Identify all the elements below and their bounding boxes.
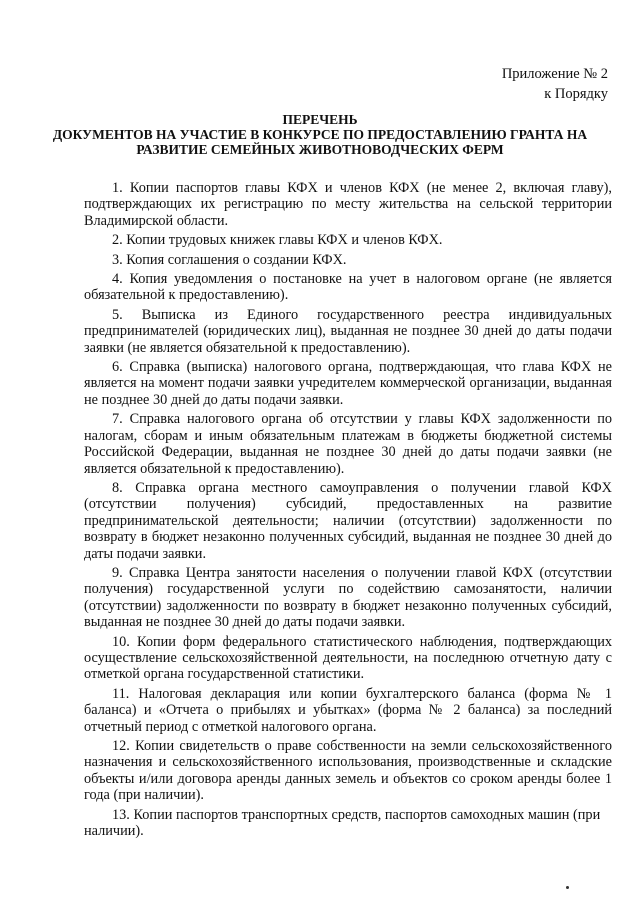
appendix-order: к Порядку xyxy=(544,86,608,102)
list-item: 1. Копии паспортов главы КФХ и членов КФХ (не менее 2, включая главу), подтверждающих их регистрацию по месту жительства на сельской территории Владимирской области. xyxy=(84,180,612,229)
documents-list xyxy=(84,180,612,842)
list-item: 5. Выписка из Единого государственного реестра индивидуальных предпринимателей (юридических лиц), выданная не позднее 30 дней до даты подачи заявки (не является обязательной к предоставлению). xyxy=(84,306,612,356)
list-item: 11. Налоговая декларация или копии бухгалтерского баланса (форма № 1 баланса) и «Отчета о прибылях и убытках» (форма № 2 баланса) за последний отчетный период с отметкой налогового органа. xyxy=(84,685,612,735)
list-item: 10. Копии форм федерального статистического наблюдения, подтверждающих осуществление сельскохозяйственной деятельности, на последнюю отчетную дату с отметкой органа государственной статистики. xyxy=(84,633,612,683)
appendix-number: Приложение № 2 xyxy=(501,66,608,82)
appendix-reference xyxy=(502,64,608,104)
list-item: 6. Справка (выписка) налогового органа, подтверждающая, что глава КФХ не является на момент подачи заявки учредителем коммерческой организации, выданная не позднее 30 дней до даты подачи заявки. xyxy=(84,359,612,408)
document-title xyxy=(40,112,600,157)
list-item: 13. Копии паспортов транспортных средств, паспортов самоходных машин (при наличии). xyxy=(84,806,601,840)
list-item: 9. Справка Центра занятости населения о получении главой КФХ (отсутствии получения) государственной услуги по содействию самозанятости, наличии (отсутствии) задолженности по возврату в бюджет незаконно полученных субсидий, выданная не позднее 30 дней до даты подачи заявки. xyxy=(84,564,612,631)
list-item: 7. Справка налогового органа об отсутствии у главы КФХ задолженности по налогам, сборам и иным обязательным платежам в бюджеты бюджетной системы Российской Федерации, выданная не позднее 30 дней до даты подачи заявки (не является обязательной к предоставлению). xyxy=(84,411,612,477)
list-item: 3. Копия соглашения о создании КФХ. xyxy=(112,251,347,268)
scan-speck xyxy=(566,886,569,889)
list-item: 2. Копии трудовых книжек главы КФХ и членов КФХ. xyxy=(112,232,443,249)
list-item: 12. Копии свидетельств о праве собственности на земли сельскохозяйственного назначения и сельскохозяйственного использования, производственные и складские объекты и/или договора аренды данных земель и объектов со сроком аренды более 1 года (при наличии). xyxy=(84,738,612,804)
title-line-2: ДОКУМЕНТОВ НА УЧАСТИЕ В КОНКУРСЕ ПО ПРЕДОСТАВЛЕНИЮ ГРАНТА НА xyxy=(52,127,588,142)
list-item: 8. Справка органа местного самоуправления о получении главой КФХ (отсутствии получения) субсидий, предоставленных на развитие предпринимательской деятельности; наличии (отсутствии) задолженности по возврату в бюджет незаконно полученных субсидий, выданная не позднее 30 дней до даты подачи заявки. xyxy=(84,479,612,562)
list-item: 4. Копия уведомления о постановке на учет в налоговом органе (не является обязательной к предоставлению). xyxy=(84,271,612,304)
title-line-1: ПЕРЕЧЕНЬ xyxy=(282,112,358,127)
title-line-3: РАЗВИТИЕ СЕМЕЙНЫХ ЖИВОТНОВОДЧЕСКИХ ФЕРМ xyxy=(136,142,504,157)
